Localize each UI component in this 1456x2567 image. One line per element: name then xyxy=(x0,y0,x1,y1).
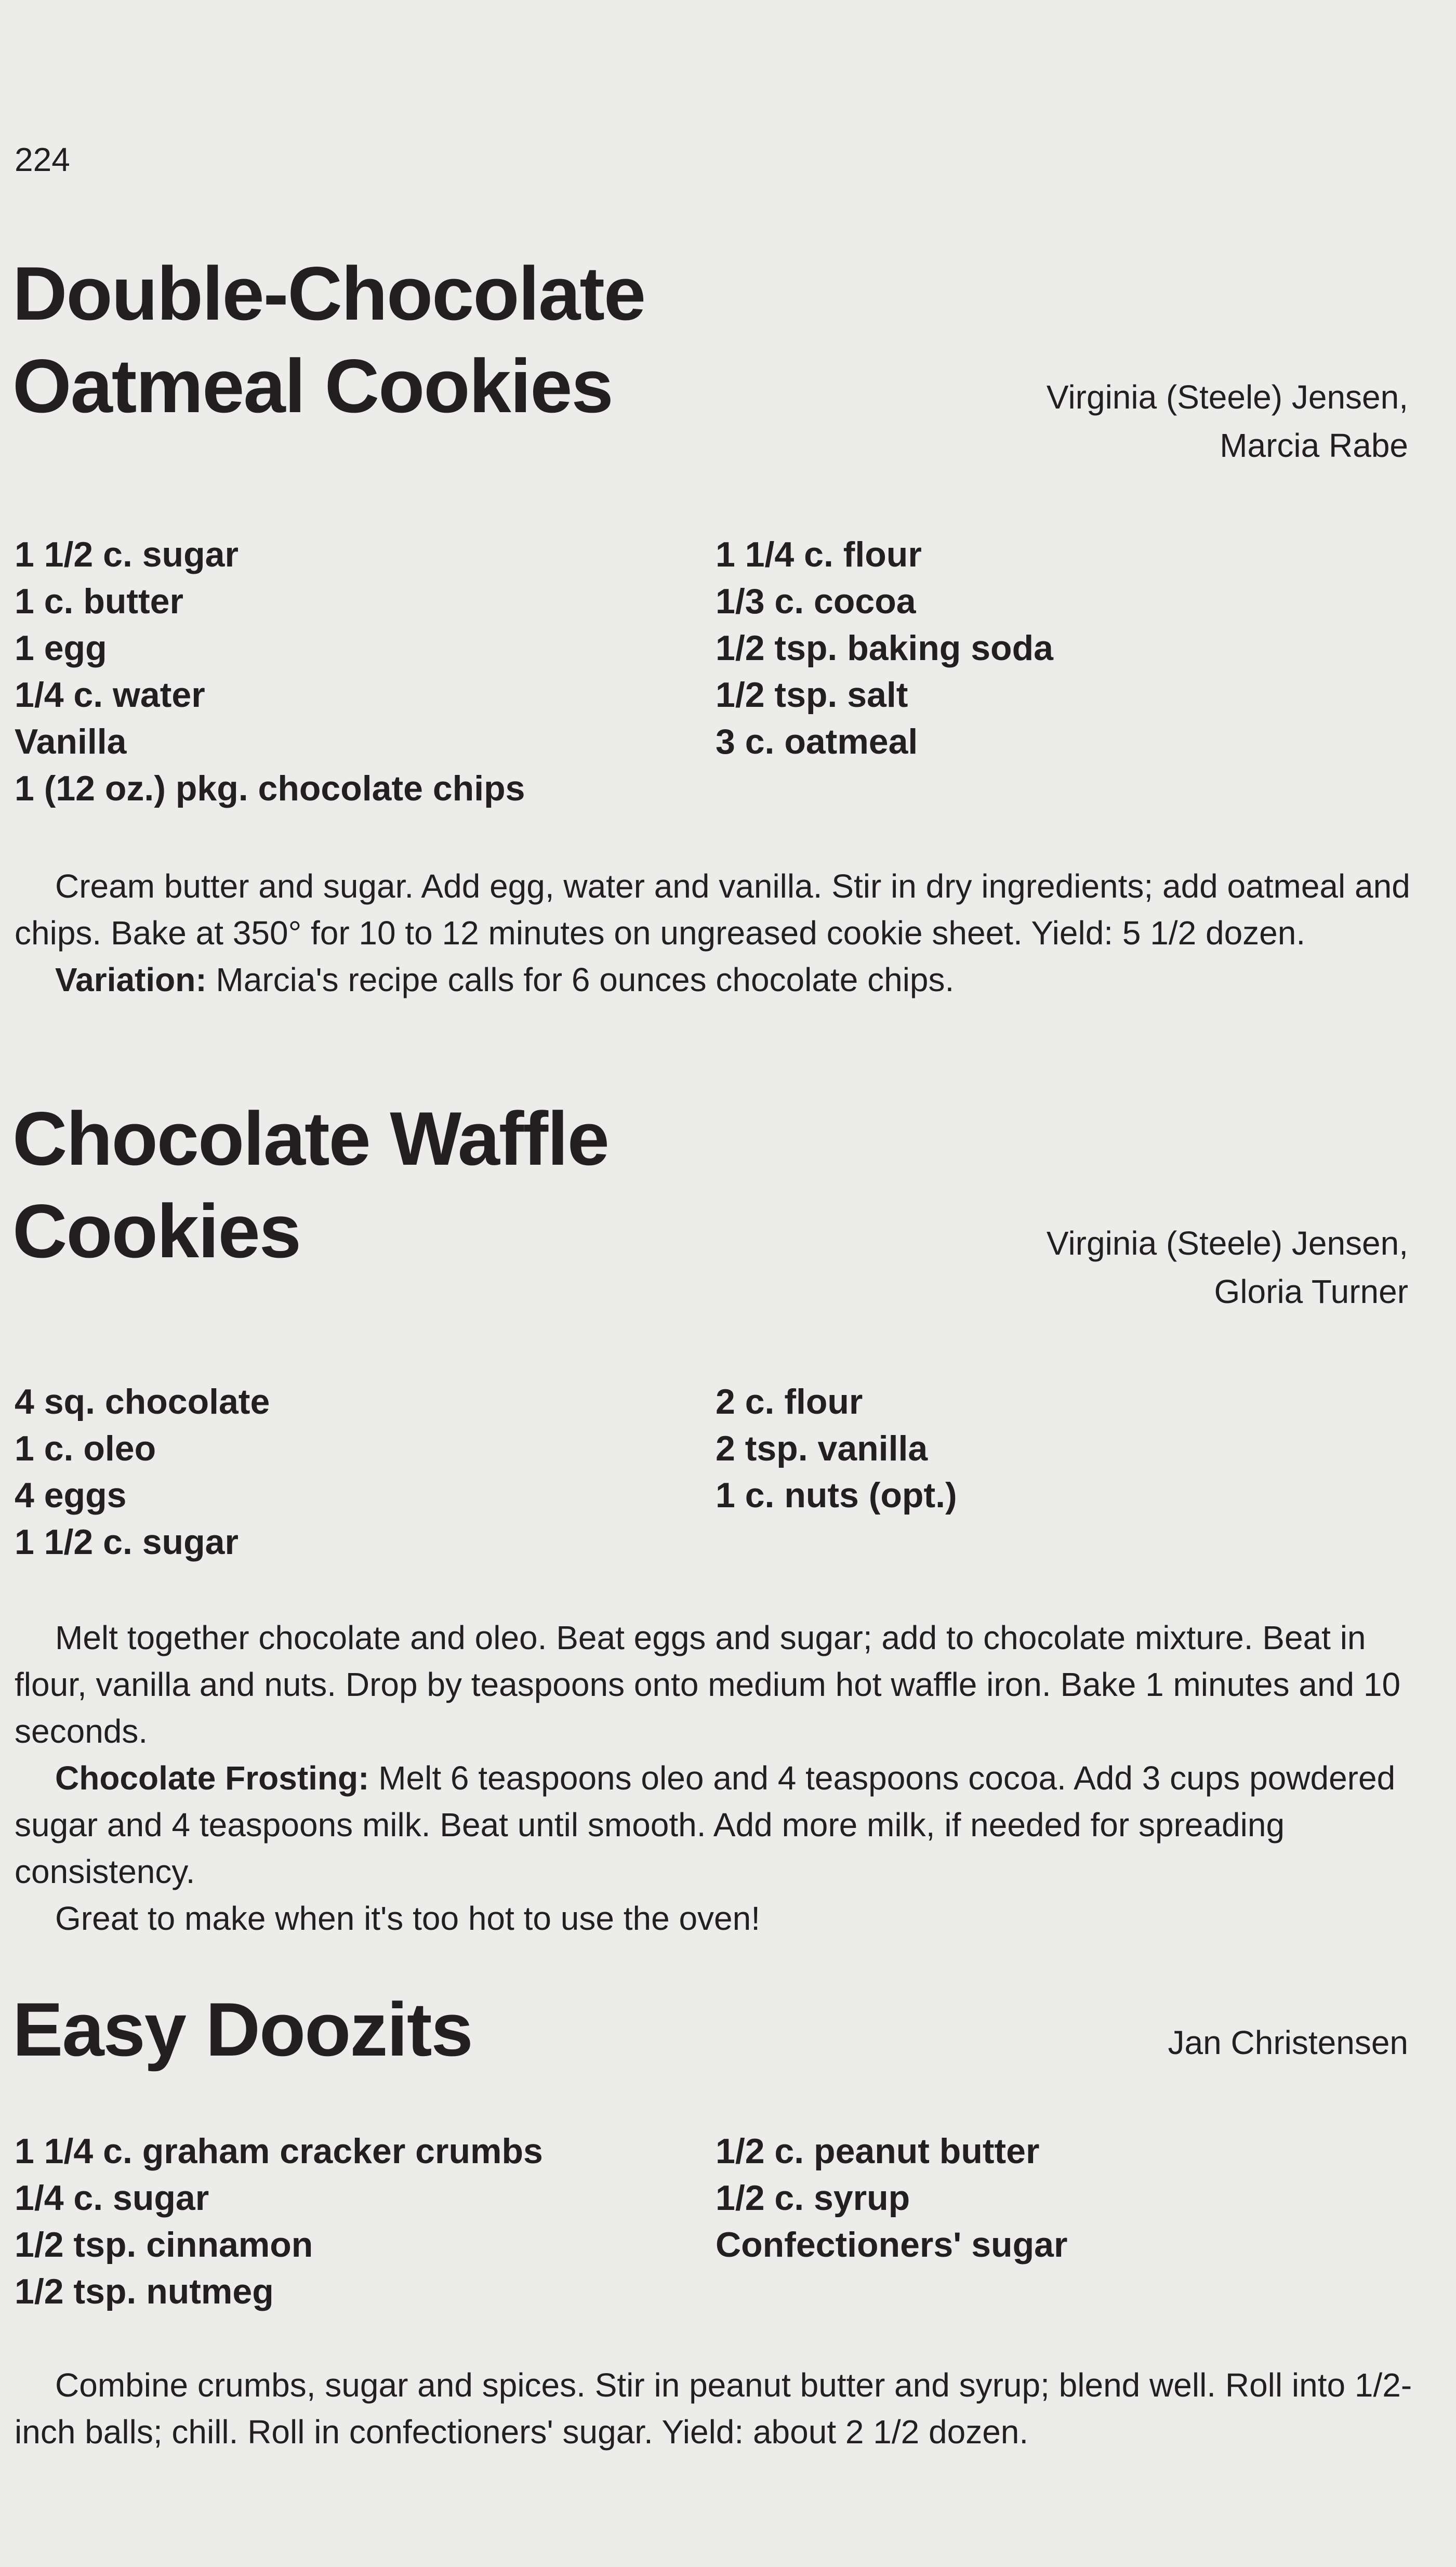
recipe-directions xyxy=(15,1614,1412,1942)
ingredients-right-column xyxy=(716,2128,1067,2268)
directions-text: Melt together chocolate and oleo. Beat eggs and sugar; add to chocolate mixture. Beat in flour, vanilla and nuts. Drop by teaspoons onto medium hot waffle iron. Bake 1 minutes and 10 seconds. xyxy=(15,1619,1401,1750)
ingredients-left-column xyxy=(15,531,525,812)
directions-text: Marcia's recipe calls for 6 ounces chocolate chips. xyxy=(206,961,955,998)
ingredient-item: 2 c. flour xyxy=(716,1382,863,1421)
contributor-name: Virginia (Steele) Jensen, xyxy=(1046,1225,1408,1262)
ingredient-item: Confectioners' sugar xyxy=(716,2225,1068,2265)
ingredient-item: 1 1/2 c. sugar xyxy=(15,535,239,574)
ingredient-item: Vanilla xyxy=(15,722,127,761)
ingredient-item: 1 1/2 c. sugar xyxy=(15,1522,239,1562)
directions-paragraph xyxy=(15,1614,1412,1755)
ingredients-right-column xyxy=(716,531,1053,765)
ingredient-item: 1 (12 oz.) pkg. chocolate chips xyxy=(15,769,525,808)
ingredient-item: 4 eggs xyxy=(15,1476,127,1515)
directions-paragraph xyxy=(15,956,1412,1003)
ingredients-left-column xyxy=(15,1378,270,1565)
ingredient-item: 3 c. oatmeal xyxy=(716,722,918,761)
directions-text: Great to make when it's too hot to use the oven! xyxy=(55,1900,760,1937)
ingredients-right-column xyxy=(716,1378,957,1519)
contributor-name: Jan Christensen xyxy=(1168,2024,1408,2061)
recipe-title-double-chocolate-oatmeal-cookies: Double-Chocolate Oatmeal Cookies xyxy=(12,251,645,428)
recipe-contributors xyxy=(1047,1219,1408,1316)
ingredient-item: 1/2 tsp. baking soda xyxy=(716,628,1053,668)
contributor-name: Gloria Turner xyxy=(1214,1273,1408,1310)
ingredient-item: 1/2 c. syrup xyxy=(716,2178,910,2218)
contributor-name: Virginia (Steele) Jensen, xyxy=(1046,378,1408,416)
ingredients-left-column xyxy=(15,2128,543,2315)
ingredient-item: 1/4 c. sugar xyxy=(15,2178,209,2218)
ingredient-item: 1 egg xyxy=(15,628,107,668)
directions-text: Combine crumbs, sugar and spices. Stir in peanut butter and syrup; blend well. Roll into 1/2-inch balls; chill. Roll in confectioners' sugar. Yield: about 2 1/2 dozen. xyxy=(15,2366,1412,2451)
recipe-directions xyxy=(15,2362,1412,2455)
directions-paragraph xyxy=(15,863,1412,956)
recipe-contributors xyxy=(1168,2019,1408,2067)
ingredient-item: 1 c. oleo xyxy=(15,1429,156,1468)
contributor-name: Marcia Rabe xyxy=(1220,427,1408,464)
page-number: 224 xyxy=(15,141,70,178)
ingredient-item: 1 1/4 c. flour xyxy=(716,535,922,574)
ingredient-item: 1 c. butter xyxy=(15,582,183,621)
directions-paragraph xyxy=(15,1755,1412,1895)
ingredient-item: 1/2 c. peanut butter xyxy=(716,2131,1040,2171)
ingredient-item: 1 1/4 c. graham cracker crumbs xyxy=(15,2131,543,2171)
directions-text: Cream butter and sugar. Add egg, water and vanilla. Stir in dry ingredients; add oatmeal and chips. Bake at 350° for 10 to 12 minutes on ungreased cookie sheet. Yield: 5 1/2 dozen. xyxy=(15,867,1410,952)
ingredient-item: 1/2 tsp. cinnamon xyxy=(15,2225,313,2265)
ingredient-item: 1 c. nuts (opt.) xyxy=(716,1476,957,1515)
ingredient-item: 1/3 c. cocoa xyxy=(716,582,916,621)
recipe-title-easy-doozits: Easy Doozits xyxy=(12,1987,472,2072)
recipe-directions xyxy=(15,863,1412,1003)
recipe-title-chocolate-waffle-cookies: Chocolate Waffle Cookies xyxy=(12,1096,608,1273)
ingredient-item: 1/4 c. water xyxy=(15,675,205,715)
ingredient-item: 1/2 tsp. nutmeg xyxy=(15,2272,274,2311)
ingredient-item: 1/2 tsp. salt xyxy=(716,675,908,715)
ingredient-item: 2 tsp. vanilla xyxy=(716,1429,928,1468)
directions-text: Melt 6 teaspoons oleo and 4 teaspoons cocoa. Add 3 cups powdered sugar and 4 teaspoons milk. Beat until smooth. Add more milk, if needed for spreading consistency. xyxy=(15,1759,1396,1890)
directions-paragraph xyxy=(15,1895,1412,1942)
ingredient-item: 4 sq. chocolate xyxy=(15,1382,270,1421)
directions-label: Chocolate Frosting: xyxy=(55,1759,369,1797)
directions-label: Variation: xyxy=(55,961,207,998)
recipe-contributors xyxy=(1047,373,1408,470)
directions-paragraph xyxy=(15,2362,1412,2455)
